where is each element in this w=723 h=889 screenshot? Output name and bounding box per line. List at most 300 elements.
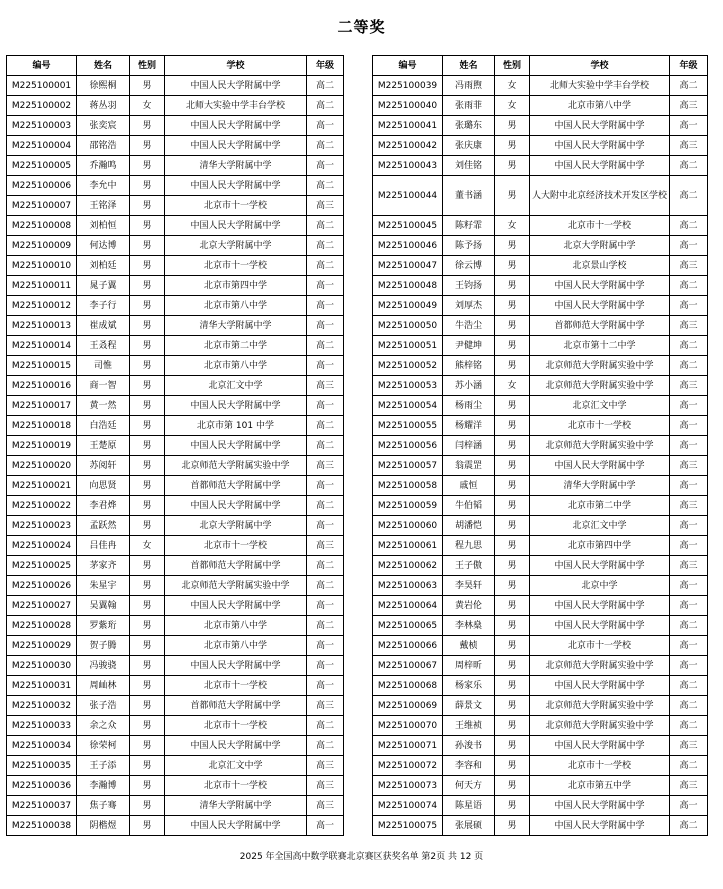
cell-gender: 男 <box>495 736 530 756</box>
cell-grade: 高一 <box>670 656 708 676</box>
table-row <box>7 656 344 676</box>
header-school: 学校 <box>165 56 307 76</box>
cell-gender: 男 <box>495 536 530 556</box>
cell-school: 北京市十一学校 <box>165 776 307 796</box>
cell-id: M225100069 <box>373 696 443 716</box>
cell-grade: 高三 <box>307 776 344 796</box>
cell-school: 北京师范大学附属实验中学 <box>530 696 670 716</box>
table-row <box>373 76 708 96</box>
cell-name: 李容和 <box>443 756 495 776</box>
cell-grade: 高二 <box>670 336 708 356</box>
cell-school: 北京市第八中学 <box>165 296 307 316</box>
cell-name: 向思贤 <box>77 476 130 496</box>
cell-name: 杨耀洋 <box>443 416 495 436</box>
cell-name: 罗紫珩 <box>77 616 130 636</box>
cell-id: M225100001 <box>7 76 77 96</box>
cell-id: M225100057 <box>373 456 443 476</box>
cell-gender: 男 <box>495 356 530 376</box>
cell-gender: 男 <box>130 656 165 676</box>
cell-school: 北京师范大学附属实验中学 <box>165 576 307 596</box>
cell-gender: 男 <box>130 256 165 276</box>
table-row <box>7 176 344 196</box>
cell-id: M225100075 <box>373 816 443 836</box>
cell-name: 戚恒 <box>443 476 495 496</box>
cell-id: M225100073 <box>373 776 443 796</box>
cell-gender: 女 <box>495 216 530 236</box>
table-row <box>7 236 344 256</box>
table-row <box>373 816 708 836</box>
cell-school: 首都师范大学附属中学 <box>165 556 307 576</box>
cell-gender: 男 <box>495 476 530 496</box>
table-row <box>7 696 344 716</box>
cell-id: M225100053 <box>373 376 443 396</box>
cell-school: 北京中学 <box>530 576 670 596</box>
cell-name: 商一智 <box>77 376 130 396</box>
cell-name: 蒋丛羽 <box>77 96 130 116</box>
cell-id: M225100043 <box>373 156 443 176</box>
table-row <box>7 536 344 556</box>
cell-grade: 高一 <box>307 296 344 316</box>
cell-id: M225100028 <box>7 616 77 636</box>
cell-gender: 男 <box>495 816 530 836</box>
cell-gender: 男 <box>495 436 530 456</box>
table-row <box>7 616 344 636</box>
cell-school: 中国人民大学附属中学 <box>530 156 670 176</box>
cell-id: M225100026 <box>7 576 77 596</box>
cell-id: M225100060 <box>373 516 443 536</box>
cell-school: 北京汇文中学 <box>165 756 307 776</box>
cell-school: 中国人民大学附属中学 <box>165 76 307 96</box>
cell-gender: 男 <box>495 136 530 156</box>
table-row <box>7 496 344 516</box>
cell-id: M225100017 <box>7 396 77 416</box>
award-table-right-body <box>373 76 708 836</box>
cell-school: 北京市第二中学 <box>165 336 307 356</box>
cell-grade: 高一 <box>307 816 344 836</box>
cell-name: 刘柏廷 <box>77 256 130 276</box>
cell-school: 北京市第四中学 <box>165 276 307 296</box>
cell-school: 北京市十一学校 <box>165 196 307 216</box>
cell-id: M225100059 <box>373 496 443 516</box>
cell-school: 人大附中北京经济技术开发区学校 <box>530 176 670 216</box>
cell-school: 北京市十一学校 <box>165 676 307 696</box>
cell-name: 翁震罡 <box>443 456 495 476</box>
cell-name: 孙浚书 <box>443 736 495 756</box>
cell-grade: 高一 <box>307 396 344 416</box>
cell-gender: 男 <box>495 156 530 176</box>
cell-school: 北京市第八中学 <box>165 636 307 656</box>
cell-gender: 男 <box>495 796 530 816</box>
table-row <box>373 156 708 176</box>
cell-gender: 男 <box>130 776 165 796</box>
cell-school: 首都师范大学附属中学 <box>165 696 307 716</box>
cell-gender: 男 <box>130 276 165 296</box>
table-row <box>373 576 708 596</box>
cell-name: 晁子翼 <box>77 276 130 296</box>
table-row <box>373 356 708 376</box>
header-school: 学校 <box>530 56 670 76</box>
cell-grade: 高一 <box>307 656 344 676</box>
cell-gender: 男 <box>495 176 530 216</box>
cell-school: 中国人民大学附属中学 <box>530 676 670 696</box>
cell-name: 陈予扬 <box>443 236 495 256</box>
cell-gender: 男 <box>130 136 165 156</box>
table-row <box>373 596 708 616</box>
cell-id: M225100029 <box>7 636 77 656</box>
cell-school: 中国人民大学附属中学 <box>165 496 307 516</box>
cell-id: M225100031 <box>7 676 77 696</box>
cell-grade: 高三 <box>307 456 344 476</box>
cell-name: 冯骏骁 <box>77 656 130 676</box>
table-row <box>7 676 344 696</box>
cell-gender: 男 <box>130 716 165 736</box>
cell-gender: 男 <box>495 596 530 616</box>
cell-name: 邵铭浩 <box>77 136 130 156</box>
cell-gender: 女 <box>495 96 530 116</box>
table-row <box>373 176 708 216</box>
cell-gender: 男 <box>495 336 530 356</box>
cell-school: 中国人民大学附属中学 <box>165 816 307 836</box>
cell-id: M225100025 <box>7 556 77 576</box>
cell-grade: 高一 <box>307 596 344 616</box>
cell-school: 中国人民大学附属中学 <box>530 116 670 136</box>
table-row <box>7 576 344 596</box>
cell-name: 王子傲 <box>443 556 495 576</box>
cell-id: M225100006 <box>7 176 77 196</box>
cell-school: 中国人民大学附属中学 <box>530 136 670 156</box>
cell-id: M225100014 <box>7 336 77 356</box>
cell-id: M225100008 <box>7 216 77 236</box>
cell-name: 王维祯 <box>443 716 495 736</box>
cell-name: 杨家乐 <box>443 676 495 696</box>
cell-grade: 高一 <box>670 396 708 416</box>
cell-grade: 高二 <box>307 736 344 756</box>
cell-name: 张奕宸 <box>77 116 130 136</box>
table-row <box>7 476 344 496</box>
cell-name: 王铭泽 <box>77 196 130 216</box>
cell-id: M225100011 <box>7 276 77 296</box>
table-row <box>7 276 344 296</box>
cell-grade: 高二 <box>307 96 344 116</box>
table-row <box>373 236 708 256</box>
cell-grade: 高二 <box>670 716 708 736</box>
cell-grade: 高一 <box>307 636 344 656</box>
cell-gender: 男 <box>130 316 165 336</box>
cell-grade: 高一 <box>670 596 708 616</box>
cell-name: 牛伯韬 <box>443 496 495 516</box>
table-row <box>7 256 344 276</box>
cell-gender: 男 <box>130 796 165 816</box>
cell-grade: 高二 <box>307 136 344 156</box>
cell-grade: 高一 <box>670 796 708 816</box>
cell-school: 北京师范大学附属实验中学 <box>530 356 670 376</box>
cell-gender: 男 <box>130 436 165 456</box>
cell-grade: 高二 <box>307 716 344 736</box>
cell-id: M225100012 <box>7 296 77 316</box>
cell-name: 何天方 <box>443 776 495 796</box>
table-header-row <box>373 56 708 76</box>
cell-gender: 男 <box>495 256 530 276</box>
cell-name: 戴桢 <box>443 636 495 656</box>
cell-gender: 男 <box>130 336 165 356</box>
cell-id: M225100034 <box>7 736 77 756</box>
table-row <box>373 756 708 776</box>
cell-grade: 高三 <box>307 756 344 776</box>
cell-name: 胡潘恺 <box>443 516 495 536</box>
cell-name: 董书涵 <box>443 176 495 216</box>
cell-name: 李林燊 <box>443 616 495 636</box>
cell-name: 陈星语 <box>443 796 495 816</box>
header-name: 姓名 <box>77 56 130 76</box>
cell-school: 北京大学附属中学 <box>530 236 670 256</box>
header-grade: 年级 <box>670 56 708 76</box>
cell-school: 北师大实验中学丰台学校 <box>165 96 307 116</box>
cell-gender: 女 <box>495 76 530 96</box>
cell-school: 中国人民大学附属中学 <box>165 176 307 196</box>
cell-gender: 男 <box>130 596 165 616</box>
cell-name: 李昊轩 <box>443 576 495 596</box>
cell-gender: 男 <box>495 396 530 416</box>
table-row <box>373 516 708 536</box>
cell-school: 北京市十一学校 <box>530 636 670 656</box>
cell-school: 中国人民大学附属中学 <box>530 736 670 756</box>
cell-school: 北师大实验中学丰台学校 <box>530 76 670 96</box>
cell-gender: 男 <box>495 276 530 296</box>
table-row <box>7 796 344 816</box>
table-row <box>373 396 708 416</box>
cell-gender: 男 <box>130 296 165 316</box>
table-row <box>7 156 344 176</box>
cell-gender: 男 <box>130 556 165 576</box>
table-row <box>7 396 344 416</box>
header-gender: 性别 <box>495 56 530 76</box>
cell-id: M225100061 <box>373 536 443 556</box>
cell-grade: 高二 <box>670 356 708 376</box>
cell-name: 周屾林 <box>77 676 130 696</box>
page-footer: 2025 年全国高中数学联赛北京赛区获奖名单 第2页 共 12 页 <box>239 852 484 862</box>
cell-name: 牛浩尘 <box>443 316 495 336</box>
cell-grade: 高三 <box>307 696 344 716</box>
cell-grade: 高一 <box>307 316 344 336</box>
cell-grade: 高三 <box>670 316 708 336</box>
cell-grade: 高三 <box>670 776 708 796</box>
cell-grade: 高二 <box>307 216 344 236</box>
table-row <box>373 276 708 296</box>
cell-name: 程九思 <box>443 536 495 556</box>
cell-gender: 男 <box>130 576 165 596</box>
table-row <box>373 116 708 136</box>
cell-gender: 男 <box>130 236 165 256</box>
cell-gender: 男 <box>130 416 165 436</box>
cell-grade: 高三 <box>670 456 708 476</box>
cell-id: M225100041 <box>373 116 443 136</box>
cell-school: 北京师范大学附属实验中学 <box>530 656 670 676</box>
cell-gender: 男 <box>495 756 530 776</box>
table-row <box>373 296 708 316</box>
cell-grade: 高三 <box>670 496 708 516</box>
cell-name: 苏小涵 <box>443 376 495 396</box>
cell-id: M225100044 <box>373 176 443 216</box>
cell-name: 张璐东 <box>443 116 495 136</box>
cell-name: 茅家齐 <box>77 556 130 576</box>
cell-school: 中国人民大学附属中学 <box>165 136 307 156</box>
cell-id: M225100009 <box>7 236 77 256</box>
cell-school: 中国人民大学附属中学 <box>165 596 307 616</box>
cell-gender: 男 <box>130 636 165 656</box>
cell-name: 白浩廷 <box>77 416 130 436</box>
cell-grade: 高二 <box>670 216 708 236</box>
cell-id: M225100037 <box>7 796 77 816</box>
cell-name: 熊梓铭 <box>443 356 495 376</box>
cell-name: 何达博 <box>77 236 130 256</box>
cell-school: 首都师范大学附属中学 <box>530 316 670 336</box>
cell-id: M225100046 <box>373 236 443 256</box>
cell-grade: 高二 <box>307 556 344 576</box>
cell-id: M225100049 <box>373 296 443 316</box>
cell-id: M225100027 <box>7 596 77 616</box>
cell-id: M225100064 <box>373 596 443 616</box>
cell-gender: 男 <box>130 476 165 496</box>
cell-gender: 男 <box>130 756 165 776</box>
cell-grade: 高一 <box>307 276 344 296</box>
cell-school: 北京景山学校 <box>530 256 670 276</box>
cell-name: 阴楷煜 <box>77 816 130 836</box>
cell-gender: 男 <box>130 516 165 536</box>
table-row <box>373 536 708 556</box>
cell-id: M225100071 <box>373 736 443 756</box>
header-id: 编号 <box>7 56 77 76</box>
cell-id: M225100036 <box>7 776 77 796</box>
cell-school: 北京市十一学校 <box>530 216 670 236</box>
cell-id: M225100067 <box>373 656 443 676</box>
table-row <box>7 376 344 396</box>
table-row <box>7 456 344 476</box>
cell-id: M225100007 <box>7 196 77 216</box>
cell-name: 徐云博 <box>443 256 495 276</box>
cell-id: M225100065 <box>373 616 443 636</box>
cell-school: 中国人民大学附属中学 <box>530 276 670 296</box>
cell-id: M225100005 <box>7 156 77 176</box>
cell-school: 中国人民大学附属中学 <box>165 656 307 676</box>
cell-grade: 高三 <box>670 736 708 756</box>
table-row <box>373 736 708 756</box>
cell-gender: 男 <box>130 216 165 236</box>
cell-name: 徐熙桐 <box>77 76 130 96</box>
cell-gender: 男 <box>495 316 530 336</box>
cell-school: 北京汇文中学 <box>165 376 307 396</box>
cell-id: M225100058 <box>373 476 443 496</box>
table-row <box>7 736 344 756</box>
cell-name: 崔成斌 <box>77 316 130 336</box>
cell-name: 张雨菲 <box>443 96 495 116</box>
table-row <box>373 216 708 236</box>
cell-name: 薛景文 <box>443 696 495 716</box>
cell-id: M225100050 <box>373 316 443 336</box>
cell-name: 贺子腾 <box>77 636 130 656</box>
cell-name: 吴翼翰 <box>77 596 130 616</box>
cell-id: M225100047 <box>373 256 443 276</box>
cell-school: 北京市十一学校 <box>530 756 670 776</box>
cell-name: 张庆康 <box>443 136 495 156</box>
cell-id: M225100042 <box>373 136 443 156</box>
cell-gender: 女 <box>130 96 165 116</box>
cell-grade: 高一 <box>670 576 708 596</box>
cell-grade: 高二 <box>670 156 708 176</box>
cell-grade: 高一 <box>307 516 344 536</box>
cell-id: M225100039 <box>373 76 443 96</box>
cell-grade: 高二 <box>670 696 708 716</box>
cell-grade: 高一 <box>670 116 708 136</box>
table-row <box>373 716 708 736</box>
cell-grade: 高二 <box>670 176 708 216</box>
cell-gender: 男 <box>495 496 530 516</box>
table-row <box>373 636 708 656</box>
table-row <box>373 136 708 156</box>
table-row <box>373 96 708 116</box>
cell-id: M225100048 <box>373 276 443 296</box>
cell-name: 司惟 <box>77 356 130 376</box>
table-row <box>373 776 708 796</box>
cell-grade: 高二 <box>307 236 344 256</box>
cell-grade: 高一 <box>307 476 344 496</box>
cell-grade: 高一 <box>670 436 708 456</box>
cell-id: M225100035 <box>7 756 77 776</box>
table-row <box>373 656 708 676</box>
cell-gender: 男 <box>495 696 530 716</box>
cell-school: 北京师范大学附属实验中学 <box>530 716 670 736</box>
award-table-left-body <box>7 76 344 836</box>
cell-id: M225100054 <box>373 396 443 416</box>
table-row <box>7 416 344 436</box>
cell-gender: 男 <box>495 776 530 796</box>
cell-grade: 高三 <box>307 796 344 816</box>
table-row <box>7 516 344 536</box>
cell-gender: 男 <box>130 116 165 136</box>
cell-school: 清华大学附属中学 <box>530 476 670 496</box>
table-row <box>373 416 708 436</box>
table-row <box>373 436 708 456</box>
cell-grade: 高三 <box>670 96 708 116</box>
table-row <box>7 336 344 356</box>
table-row <box>373 616 708 636</box>
table-row <box>7 136 344 156</box>
cell-grade: 高二 <box>670 816 708 836</box>
cell-school: 中国人民大学附属中学 <box>530 816 670 836</box>
cell-school: 清华大学附属中学 <box>165 156 307 176</box>
table-row <box>7 776 344 796</box>
cell-gender: 女 <box>495 376 530 396</box>
cell-grade: 高一 <box>670 416 708 436</box>
table-row <box>373 496 708 516</box>
cell-id: M225100045 <box>373 216 443 236</box>
cell-gender: 男 <box>495 636 530 656</box>
table-row <box>373 456 708 476</box>
cell-id: M225100056 <box>373 436 443 456</box>
cell-grade: 高二 <box>670 756 708 776</box>
cell-school: 清华大学附属中学 <box>165 316 307 336</box>
cell-name: 王钧扬 <box>443 276 495 296</box>
cell-gender: 男 <box>495 676 530 696</box>
cell-grade: 高二 <box>307 416 344 436</box>
header-grade: 年级 <box>307 56 344 76</box>
table-row <box>7 216 344 236</box>
cell-id: M225100032 <box>7 696 77 716</box>
cell-name: 乔瀚鸣 <box>77 156 130 176</box>
cell-id: M225100013 <box>7 316 77 336</box>
table-row <box>7 116 344 136</box>
cell-id: M225100066 <box>373 636 443 656</box>
cell-school: 北京师范大学附属实验中学 <box>530 376 670 396</box>
